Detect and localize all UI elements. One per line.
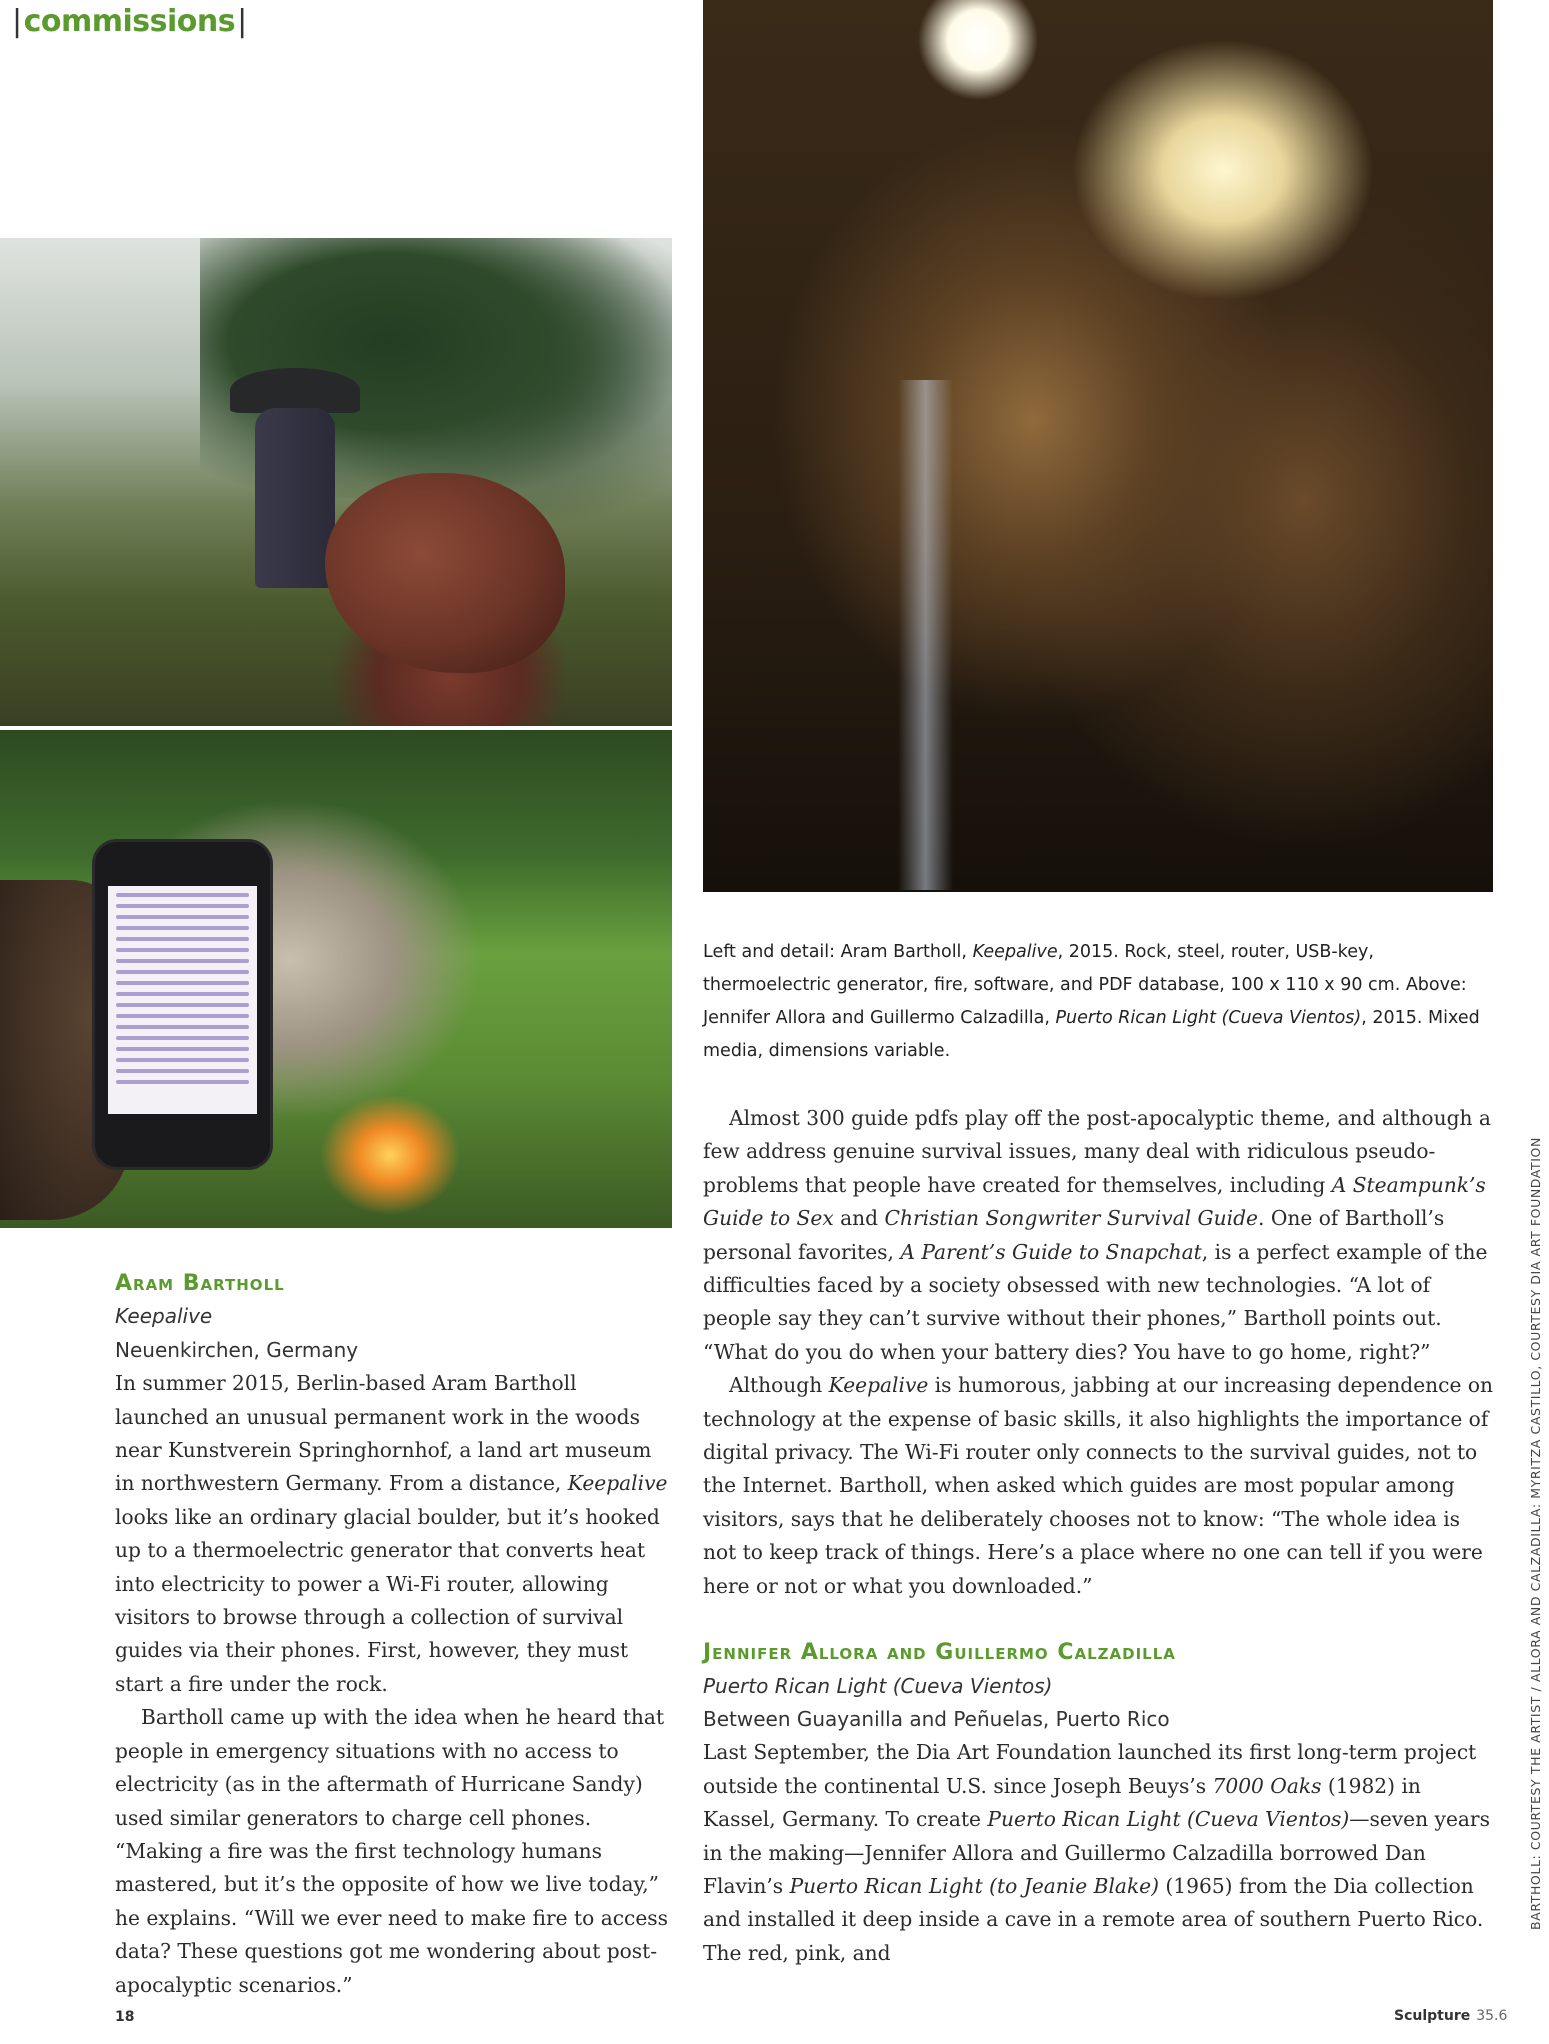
work-location-keepalive: Neuenkirchen, Germany xyxy=(115,1337,359,1362)
photo-keepalive-phone-fire xyxy=(0,730,672,1228)
paragraph-bartholl-2: Bartholl came up with the idea when he heard that people in emergency situations with no access to electricity (as in the aftermath of Hurricane Sandy) used similar generators to charge cell phones. “Making a fire was the first technology humans mastered, but it’s the opposite of how we live today,” he explains. “Will we ever need to make fire to access data? These questions got me wondering about post-apocalyptic scenarios.” xyxy=(115,1705,669,1997)
footer-magazine xyxy=(1394,2008,1507,2024)
photo-cave-shaft xyxy=(898,380,953,890)
photo-cueva-vientos-cave xyxy=(703,0,1493,892)
section-tag xyxy=(10,4,249,39)
paragraph-bartholl-3: Almost 300 guide pdfs play off the post-apocalyptic theme, and although a few address genuine survival issues, many deal with ridiculous pseudo-problems that people have created for themselves, including A Steampunk’s Guide to Sex and Christian Songwriter Survival Guide. One of Bartholl’s personal favorites, A Parent’s Guide to Snapchat, is a perfect example of the difficulties faced by a society obsessed with new technologies. “A lot of people say they can’t survive without their phones,” Bartholl points out. “What do you do when your battery dies? You have to go home, right?” xyxy=(703,1106,1491,1364)
article-column-right xyxy=(703,1102,1493,1970)
photo-phone-screen xyxy=(108,886,257,1114)
caption-text-2: , 2015. Rock, steel, router, USB-key, thermoelectric generator, fire, software, and PDF database, 100 x 110 x 90 cm. Above: Jennifer Allora and Guillermo Calzadilla, xyxy=(703,942,1467,1028)
issue-number: 35.6 xyxy=(1476,2008,1508,2024)
photo-keepalive-boulder-rain xyxy=(0,238,672,726)
section-bar-left: | xyxy=(12,4,22,39)
article-column-left xyxy=(115,1267,670,2002)
page-number: 18 xyxy=(115,2009,135,2025)
artist-heading-allora: Jennifer Allora and Guillermo Calzadilla xyxy=(703,1640,1176,1666)
photo-umbrella xyxy=(230,368,360,413)
work-location-cueva: Between Guayanilla and Peñuelas, Puerto Rico xyxy=(703,1706,1170,1731)
photo-boulder xyxy=(325,473,565,673)
photo-phone-device xyxy=(95,842,270,1167)
work-title-cueva: Puerto Rican Light (Cueva Vientos) xyxy=(703,1673,1053,1698)
caption-title-keepalive: Keepalive xyxy=(972,942,1058,962)
caption-title-cueva: Puerto Rican Light (Cueva Vientos) xyxy=(1055,1008,1362,1028)
magazine-name: Sculpture xyxy=(1394,2008,1471,2024)
photo-visitors xyxy=(255,408,335,588)
section-label: commissions xyxy=(23,4,236,39)
paragraph-bartholl-4: Although Keepalive is humorous, jabbing at our increasing dependence on technology at the expense of basic skills, it also highlights the importance of digital privacy. The Wi-Fi router only connects to the survival guides, not to the Internet. Bartholl, when asked which guides are most popular among visitors, says that he deliberately chooses not to know: “The whole idea is not to keep track of things. Here’s a place where no one can tell if you were here or not or what you downloaded.” xyxy=(703,1373,1493,1598)
photo-caption xyxy=(703,936,1493,1068)
artist-heading-bartholl: Aram Bartholl xyxy=(115,1271,285,1296)
work-title-keepalive: Keepalive xyxy=(115,1304,213,1329)
paragraph-bartholl-1: In summer 2015, Berlin-based Aram Bartholl launched an unusual permanent work in the woods near Kunstverein Springhornhof, a land art museum in northwestern Germany. From a distance, Keepalive looks like an ordinary glacial boulder, but it’s hooked up to a thermoelectric generator that converts heat into electricity to power a Wi-Fi router, allowing visitors to browse through a collection of survival guides via their phones. First, however, they must start a fire under the rock. xyxy=(115,1371,668,1696)
caption-text-3: , 2015. Mixed media, dimensions variable. xyxy=(703,1008,1480,1061)
section-bar-right: | xyxy=(237,4,247,39)
paragraph-allora-1: Last September, the Dia Art Foundation launched its first long-term project outside the continental U.S. since Joseph Beuys’s 7000 Oaks (1982) in Kassel, Germany. To create Puerto Rican Light (Cueva Vientos)—seven years in the making—Jennifer Allora and Guillermo Calzadilla borrowed Dan Flavin’s Puerto Rican Light (to Jeanie Blake) (1965) from the Dia collection and installed it deep inside a cave in a remote area of southern Puerto Rico. The red, pink, and xyxy=(703,1740,1490,1965)
photo-credit: BARTHOLL: COURTESY THE ARTIST / ALLORA AND CALZADILLA: MYRITZA CASTILLO, COURTESY DIA ART FOUNDATION xyxy=(1528,1137,1543,1930)
caption-text-1: Left and detail: Aram Bartholl, xyxy=(703,942,973,962)
